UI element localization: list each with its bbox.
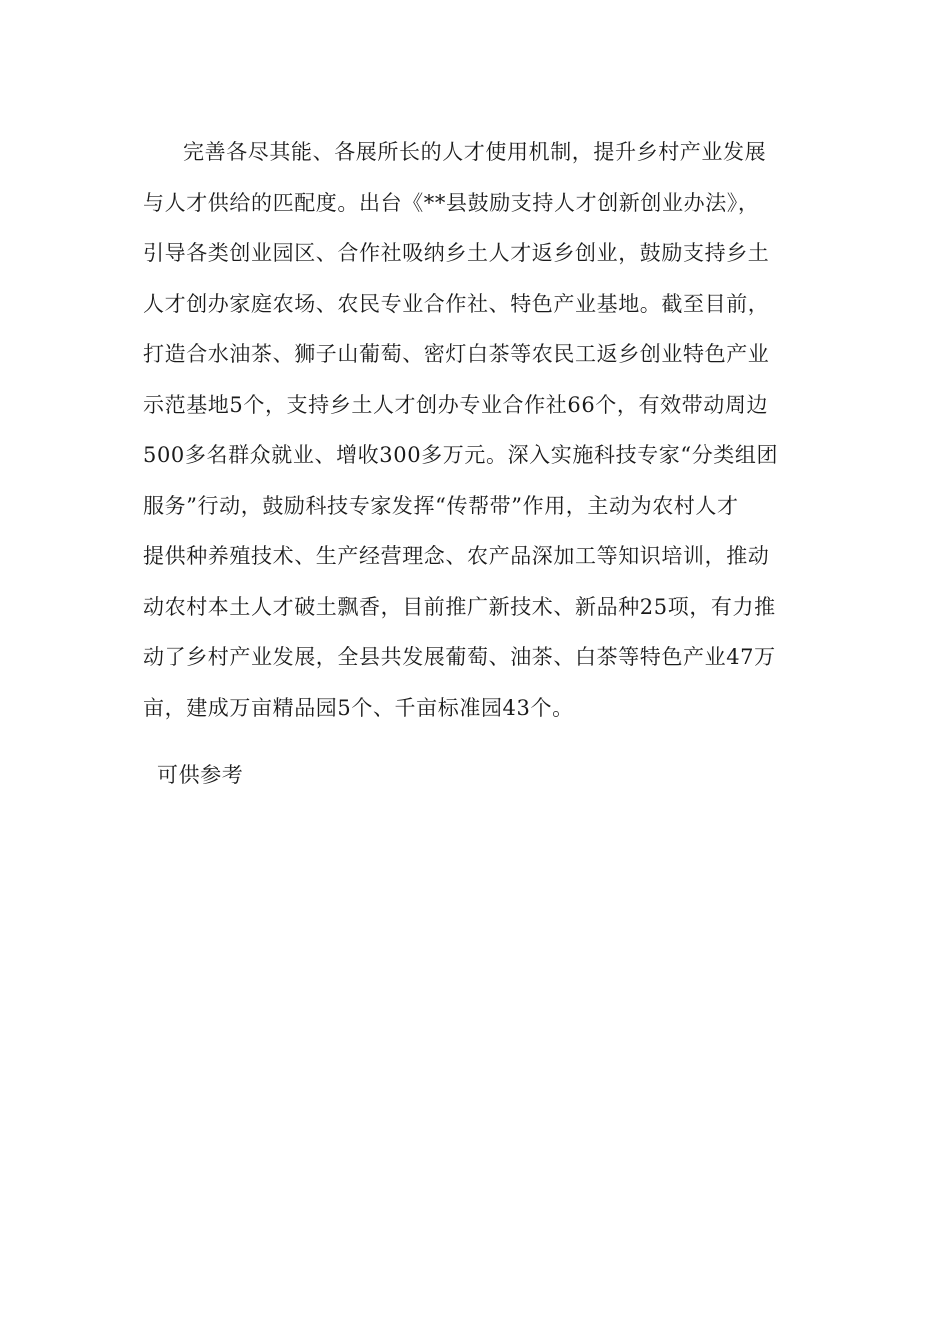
paragraph-line: 动农村本土人才破土飘香，目前推广新技术、新品种25项，有力推 <box>143 594 776 619</box>
paragraph-line: 人才创办家庭农场、农民专业合作社、特色产业基地。截至目前， <box>143 291 770 316</box>
paragraph-line: 动了乡村产业发展，全县共发展葡萄、油茶、白茶等特色产业47万 <box>143 645 776 669</box>
body-paragraph <box>143 127 778 733</box>
paragraph-line: 打造合水油茶、狮子山葡萄、密灯白茶等农民工返乡创业特色产业 <box>143 342 770 366</box>
paragraph-line: 示范基地5个，支持乡土人才创办专业合作社66个，有效带动周边 <box>143 392 769 417</box>
paragraph-line: 500多名群众就业、增收300多万元。深入实施科技专家“分类组团 <box>143 443 779 467</box>
paragraph-line: 提供种养殖技术、生产经营理念、农产品深加工等知识培训，推动 <box>143 544 770 568</box>
paragraph-line: 与人才供给的匹配度。出台《**县鼓励支持人才创新创业办法》， <box>143 190 760 215</box>
paragraph-line: 完善各尽其能、各展所长的人才使用机制，提升乡村产业发展 <box>183 140 767 164</box>
paragraph-line: 服务”行动，鼓励科技专家发挥“传帮带”作用，主动为农村人才 <box>143 493 739 518</box>
paragraph-line: 亩，建成万亩精品园5个、千亩标准园43个。 <box>143 695 574 720</box>
reference-note: 可供参考 <box>157 763 244 787</box>
paragraph-line: 引导各类创业园区、合作社吸纳乡土人才返乡创业，鼓励支持乡土 <box>143 241 770 265</box>
